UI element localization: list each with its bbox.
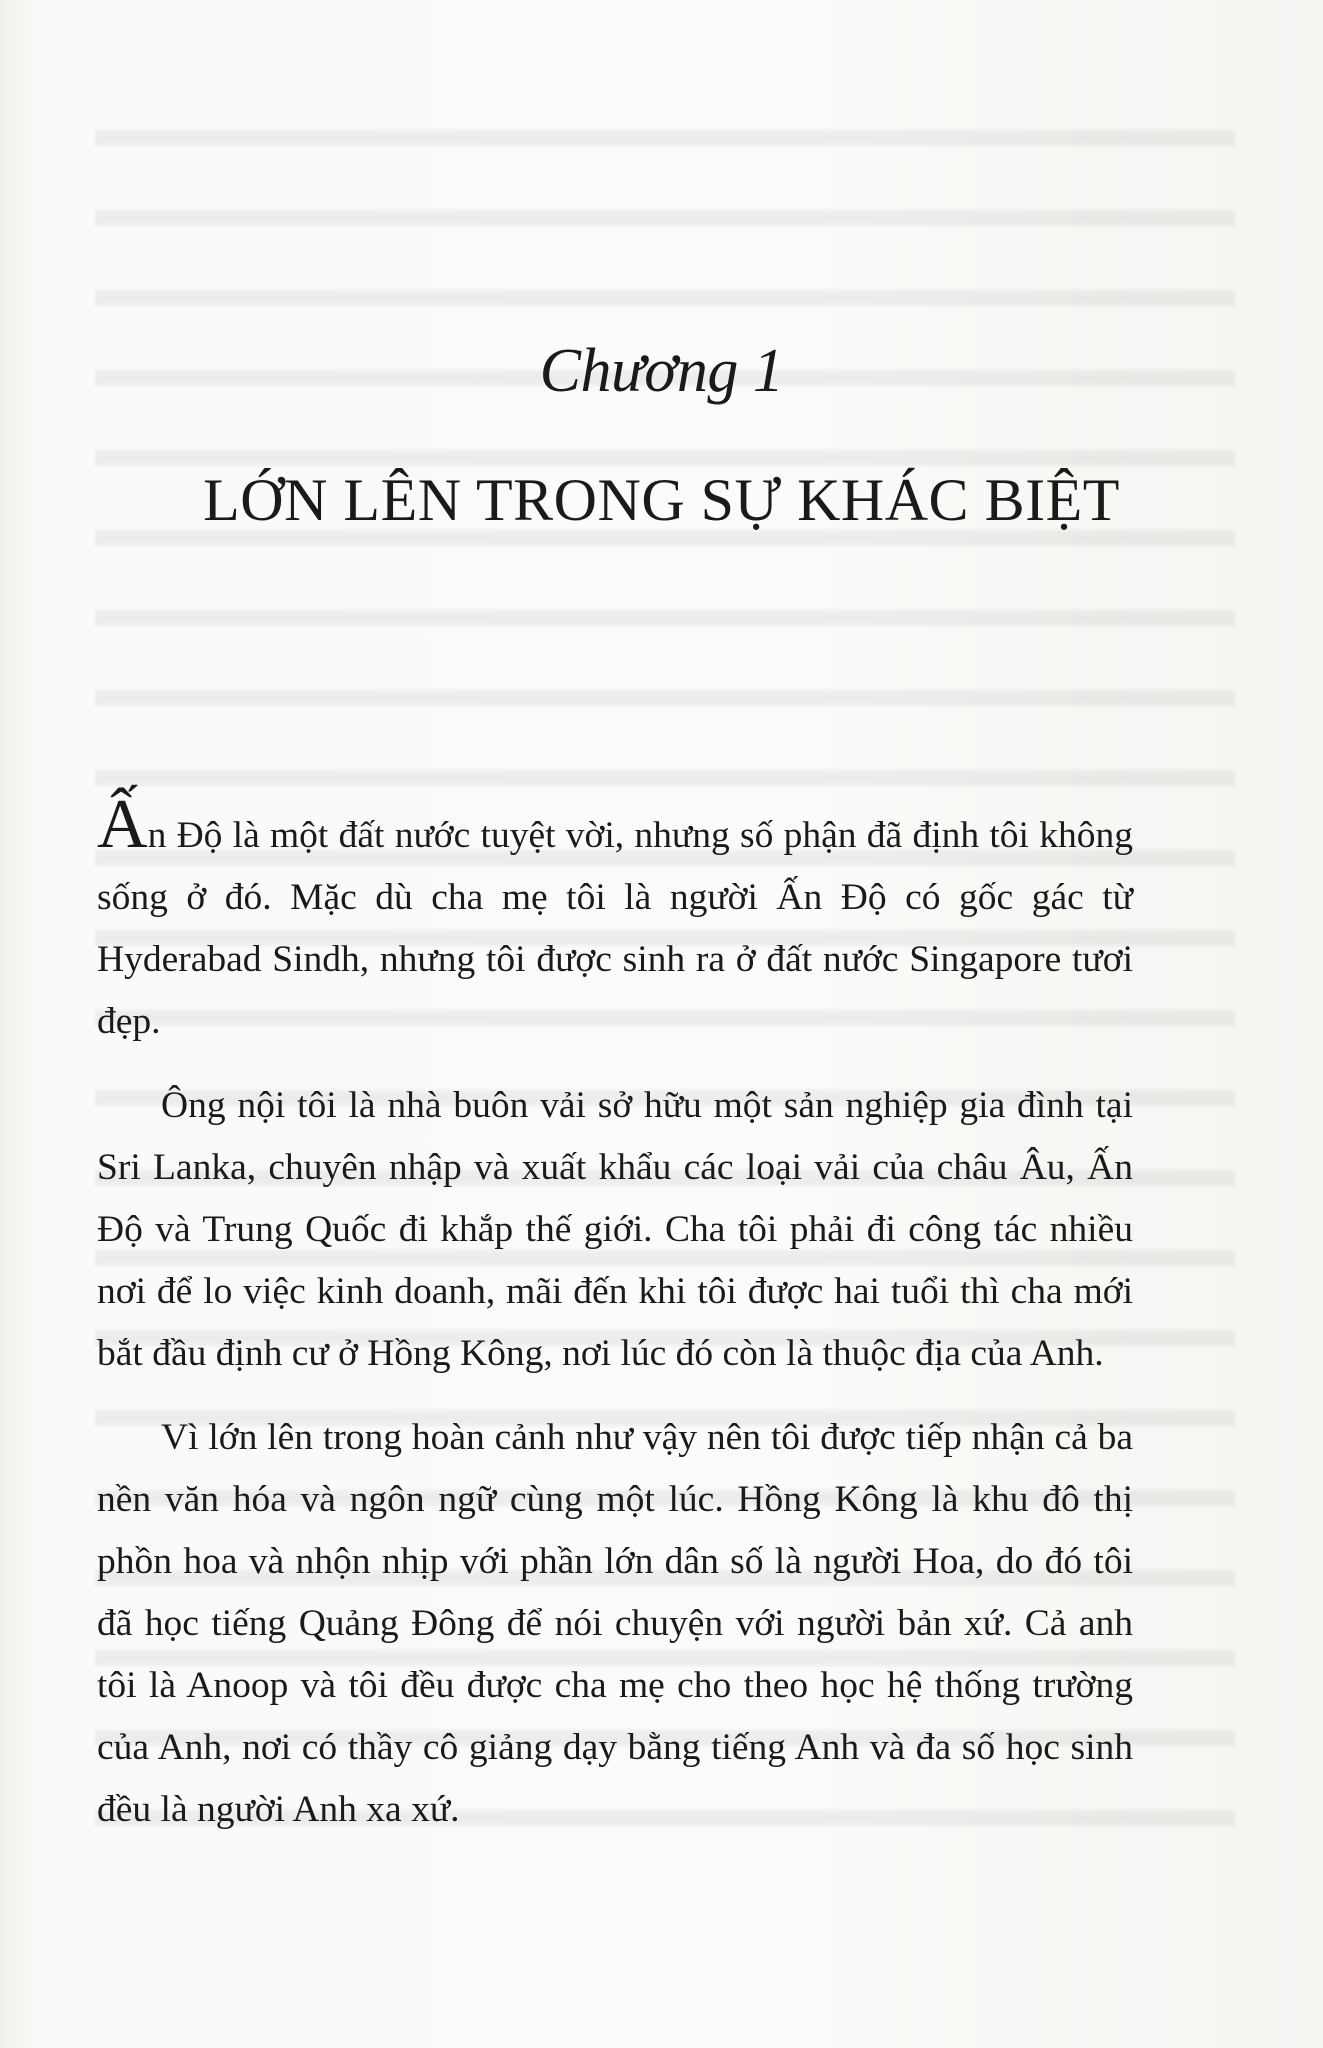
paragraph-2: Ông nội tôi là nhà buôn vải sở hữu một sản nghiệp gia đình tại Sri Lanka, chuyên nhập và xuất khẩu các loại vải của châu Âu, Ấn Độ và Trung Quốc đi khắp thế giới. Cha tôi phải đi công tác nhiều nơi để lo việc kinh doanh, mãi đến khi tôi được hai tuổi thì cha mới bắt đầu định cư ở Hồng Kông, nơi lúc đó còn là thuộc địa của Anh. [97,1085,1133,1374]
paragraph-3: Vì lớn lên trong hoàn cảnh như vậy nên tôi được tiếp nhận cả ba nền văn hóa và ngôn ngữ cùng một lúc. Hồng Kông là khu đô thị phồn hoa và nhộn nhịp với phần lớn dân số là người Hoa, do đó tôi đã học tiếng Quảng Đông để nói chuyện với người bản xứ. Cả anh tôi là Anoop và tôi đều được cha mẹ cho theo học hệ thống trường của Anh, nơi có thầy cô giảng dạy bằng tiếng Anh và đa số học sinh đều là người Anh xa xứ. [97,1417,1133,1830]
chapter-title: LỚN LÊN TRONG SỰ KHÁC BIỆT [203,467,1120,533]
paragraph-1-text: n Độ là một đất nước tuyệt vời, nhưng số phận đã định tôi không sống ở đó. Mặc dù cha mẹ tôi là người Ấn Độ có gốc gác từ Hyderabad Sindh, nhưng tôi được sinh ra ở đất nước Singapore tươi đẹp. [97,815,1133,1042]
chapter-number: Chương 1 [539,337,784,405]
paragraph-1 [97,786,1133,1053]
chapter-body [97,786,1133,1863]
drop-cap: Ấ [97,786,148,863]
